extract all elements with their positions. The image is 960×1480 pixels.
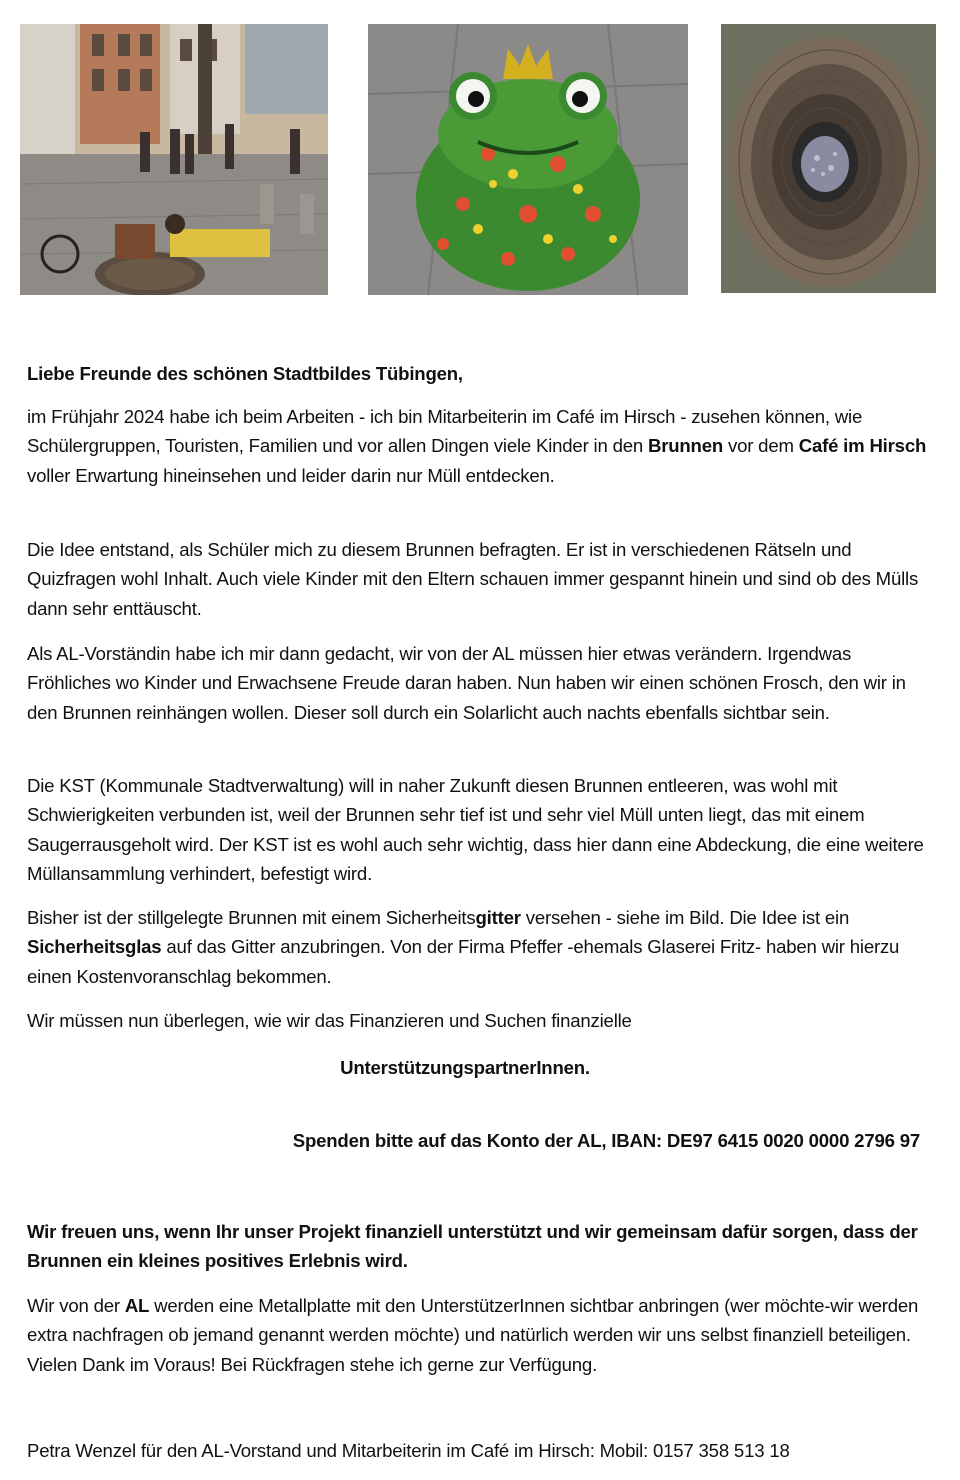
bold-sicherheitsglas: Sicherheitsglas	[27, 936, 162, 958]
donation-iban-line: Spenden bitte auf das Konto der AL, IBAN: DE97 6415 0020 0000 2796 97	[292, 1129, 920, 1151]
paragraph-safety-text-2: versehen - siehe im Bild. Die Idee ist ein	[520, 906, 850, 928]
closing-appeal: Wir freuen uns, wenn Ihr unser Projekt finanziell unterstützt und wir gemeinsam dafür sorgen, dass der Brunnen ein kleines positives Erlebnis wird.	[27, 1220, 918, 1272]
paragraph-observation-text: im Frühjahr 2024 habe ich beim Arbeiten - ich bin Mitarbeiterin im Café im Hirsch - zusehen können, wie Schülergruppen, Touristen, Familien und vor allen Dingen viele Kinder in den	[27, 405, 863, 457]
bold-brunnen: Brunnen	[647, 435, 724, 457]
bold-cafe-name: Café im Hirsch	[798, 435, 927, 457]
paragraph-safety-text-3: auf das Gitter anzubringen. Von der Firma Pfeffer -ehemals Glaserei Fritz- haben wir hierzu einen Kostenvoranschlag bekommen.	[27, 936, 900, 987]
paragraph-metal-text-2: werden eine Metallplatte mit den UnterstützerInnen sichtbar anbringen (wer möchte-wir werden extra nachfragen ob jemand genannt werden möchte) und natürlich werden wir uns selbst finanziell beteiligen. Vielen Dank im Voraus! Bei Rückfragen stehe ich gerne zur Verfügung.	[27, 1294, 919, 1375]
paragraph-observation-text-3: voller Erwartung hineinsehen und leider darin nur Müll entdecken.	[27, 464, 555, 486]
paragraph-safety-text: Bisher ist der stillgelegte Brunnen mit einem Sicherheits	[27, 906, 476, 928]
paragraph-observation-text-2: vor dem	[723, 435, 799, 457]
paragraph-financing: Wir müssen nun überlegen, wie wir das Finanzieren und Suchen finanzielle	[27, 1009, 632, 1031]
paragraph-kst: Die KST (Kommunale Stadtverwaltung) will in naher Zukunft diesen Brunnen entleeren, was wohl mit Schwierigkeiten verbunden ist, weil der Brunnen sehr tief ist und sehr viel Müll unten liegt, das mit einem Saugerrausgeholt wird. Der KST ist es wohl auch sehr wichtig, dass hier dann eine Abdeckung, die eine weitere Müllansammlung verhindert, befestigt wird.	[27, 774, 924, 885]
paragraph-safety-glass	[27, 903, 937, 992]
paragraph-observation	[27, 402, 937, 491]
paragraph-idea: Die Idee entstand, als Schüler mich zu diesem Brunnen befragten. Er ist in verschiedenen Rätseln und Quizfragen wohl Inhalt. Auch viele Kinder mit den Eltern schauen immer gespannt hinein und sind ob des Mülls dann sehr enttäuscht.	[27, 538, 919, 619]
bold-al: AL	[124, 1294, 150, 1316]
frog-figure-photo	[368, 24, 688, 295]
street-scene-well-photo	[20, 24, 328, 295]
letter-greeting: Liebe Freunde des schönen Stadtbildes Tübingen,	[27, 362, 463, 384]
signature-contact: Petra Wenzel für den AL-Vorstand und Mitarbeiterin im Café im Hirsch: Mobil: 0157 358 513 18	[27, 1439, 790, 1461]
well-shaft-photo	[721, 24, 936, 293]
paragraph-metal-plate	[27, 1291, 937, 1380]
paragraph-metal-text: Wir von der	[27, 1294, 125, 1316]
partners-heading: UnterstützungspartnerInnen.	[340, 1056, 590, 1078]
bold-gitter: gitter	[475, 906, 521, 928]
paragraph-frog-plan: Als AL-Vorständin habe ich mir dann gedacht, wir von der AL müssen hier etwas verändern. Irgendwas Fröhliches wo Kinder und Erwachsene Freude daran haben. Nun haben wir einen schönen Frosch, den wir in den Brunnen reinhängen wollen. Dieser soll durch ein Solarlicht auch nachts ebenfalls sichtbar sein.	[27, 642, 906, 723]
